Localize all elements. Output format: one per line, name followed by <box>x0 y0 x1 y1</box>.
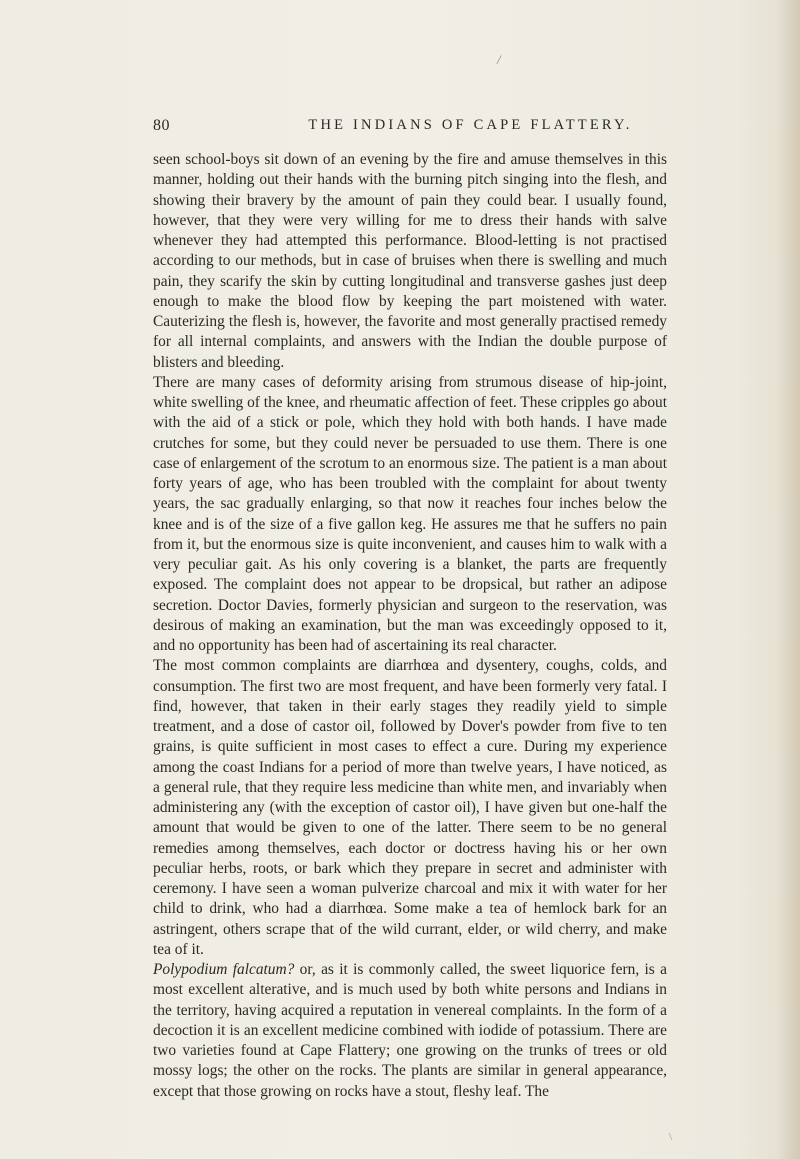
paragraph <box>153 960 667 1102</box>
paragraph-text: or, as it is commonly called, the sweet liquorice fern, is a most excellent alterative, and is much used by both white persons and Indians in the territory, having acquired a reputation in venereal complaints. In the form of a decoction it is an excellent medicine combined with iodide of potassium. There are two varieties found at Cape Flattery; one growing on the trunks of trees or old mossy logs; the other on the rocks. The plants are similar in general appearance, except that those growing on rocks have a stout, fleshy leaf. The <box>153 961 667 1100</box>
running-title: THE INDIANS OF CAPE FLATTERY. <box>308 117 633 133</box>
page-edge-shadow <box>778 0 800 1159</box>
stray-corner-mark: \ <box>669 1131 673 1143</box>
page-header <box>153 117 665 137</box>
paragraph: The most common complaints are diarrhœa and dysentery, coughs, colds, and consumption. The first two are most frequent, and have been formerly very fatal. I find, however, that taken in their early stages they readily yield to simple treatment, and a dose of castor oil, followed by Dover's powder from five to ten grains, is quite sufficient in most cases to effect a cure. During my experience among the coast Indians for a period of more than twelve years, I have noticed, as a general rule, that they require less medicine than white men, and invariably when administering any (with the exception of castor oil), I have given but one-half the amount that would be given to one of the latter. There seem to be no general remedies among themselves, each doctor or doctress having his or her own peculiar herbs, roots, or bark which they prepare in secret and administer with ceremony. I have seen a woman pulverize charcoal and mix it with water for her child to drink, who had a diarrhœa. Some make a tea of hemlock bark for an astringent, others scrape that of the wild currant, elder, or wild cherry, and make tea of it. <box>153 657 667 958</box>
paragraph: seen school-boys sit down of an evening by the fire and amuse themselves in this manner, holding out their hands with the burning pitch singing into the flesh, and showing their bravery by the amount of pain they could bear. I usually found, however, that they were very willing for me to dress their hands with salve whenever they had attempted this performance. Blood-letting is not practised according to our methods, but in case of bruises when there is swelling and much pain, they scarify the skin by cutting longitudinal and transverse gashes just deep enough to make the blood flow by keeping the part moistened with water. Cauterizing the flesh is, however, the favorite and most generally practised remedy for all internal complaints, and answers with the Indian the double purpose of blisters and bleeding. <box>153 151 667 371</box>
page-number: 80 <box>153 117 170 134</box>
species-name: Polypodium falcatum? <box>153 961 295 978</box>
stray-pencil-mark: / <box>497 52 501 67</box>
body-text <box>153 150 667 1102</box>
paragraph: There are many cases of deformity arising from strumous disease of hip-joint, white swelling of the knee, and rheumatic affection of feet. These cripples go about with the aid of a stick or pole, which they hold with both hands. I have made crutches for some, but they could never be persuaded to use them. There is one case of enlargement of the scrotum to an enormous size. The patient is a man about forty years of age, who has been troubled with the complaint for about twenty years, the sac gradually enlarging, so that now it reaches four inches below the knee and is of the size of a five gallon keg. He assures me that he suffers no pain from it, but the enormous size is quite inconvenient, and causes him to walk with a very peculiar gait. As his only covering is a blanket, the parts are frequently exposed. The complaint does not appear to be dropsical, but rather an adipose secretion. Doctor Davies, formerly physician and surgeon to the reservation, was desirous of making an examination, but the man was exceedingly opposed to it, and no opportunity has been had of ascertaining its real character. <box>153 373 667 654</box>
